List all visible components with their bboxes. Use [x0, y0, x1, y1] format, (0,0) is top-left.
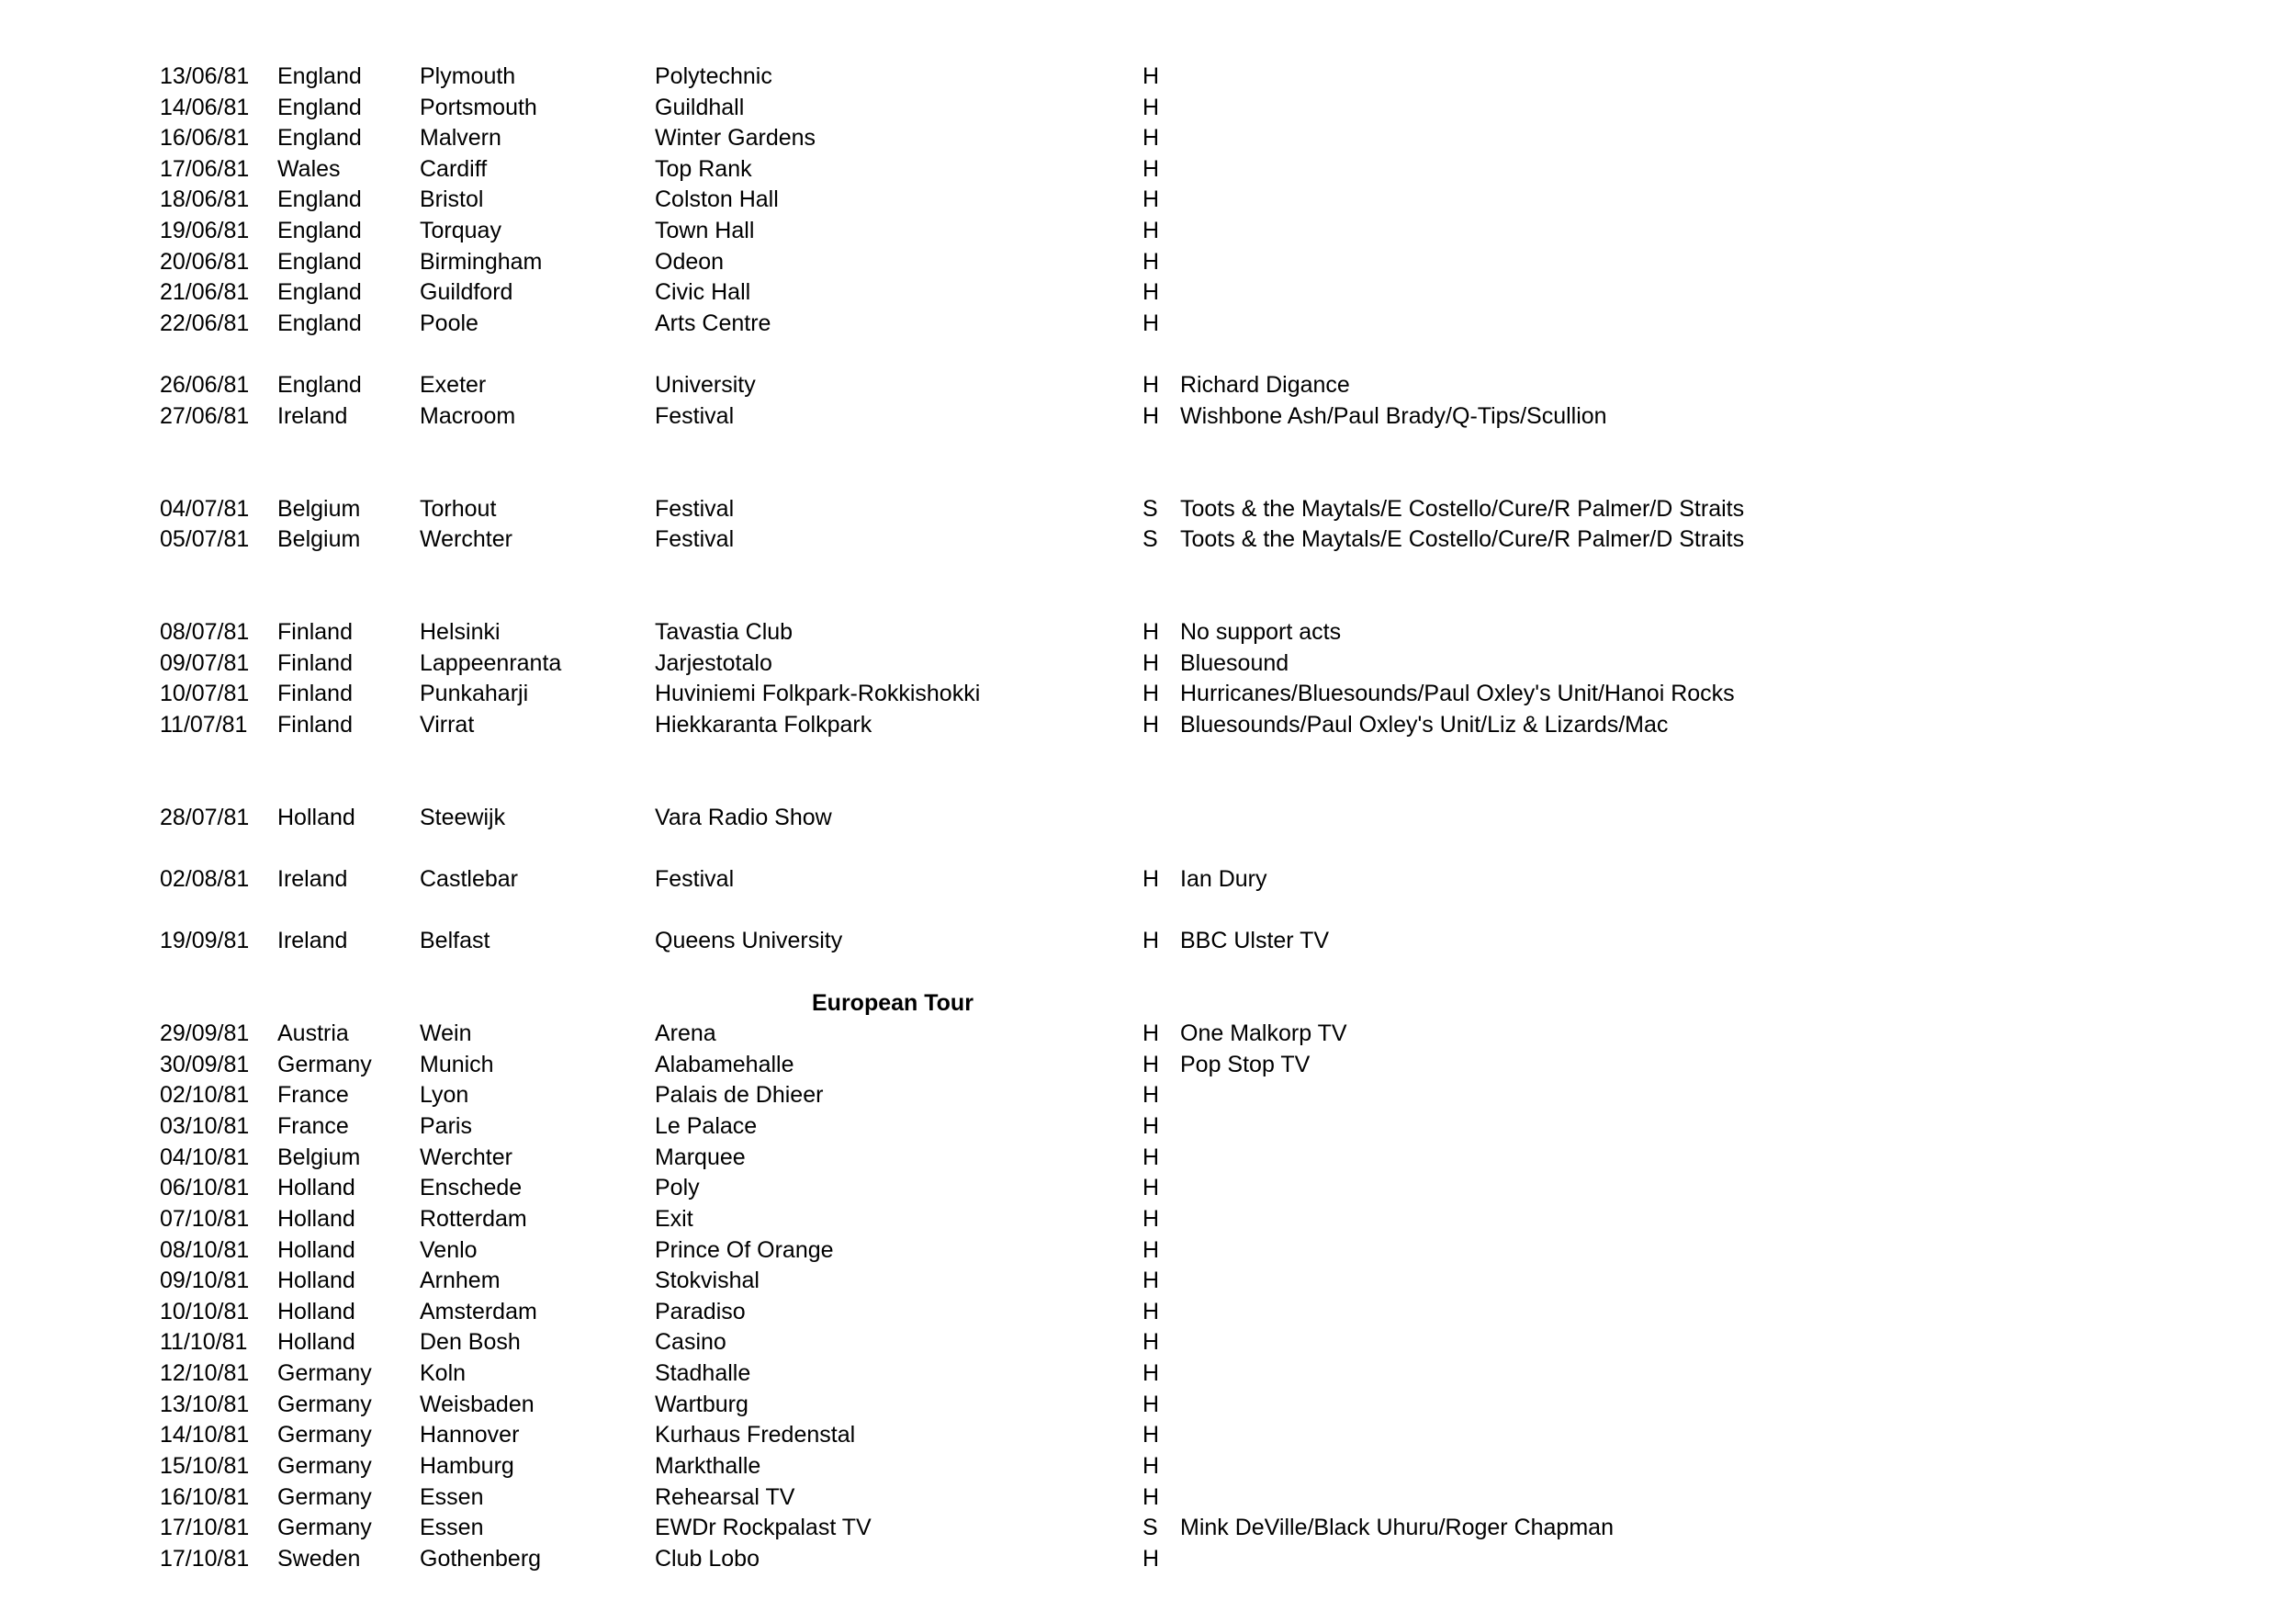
venue-cell: EWDr Rockpalast TV	[655, 1515, 872, 1541]
venue-cell: Poly	[655, 1175, 700, 1201]
date-cell: 27/06/81	[160, 402, 250, 429]
date-cell: 11/10/81	[160, 1329, 248, 1356]
country-cell: England	[277, 218, 362, 244]
country-cell: Belgium	[277, 495, 361, 522]
date-cell: 09/10/81	[160, 1268, 250, 1294]
type-cell: H	[1142, 712, 1160, 738]
type-cell: H	[1142, 866, 1160, 893]
city-cell: Castlebar	[420, 866, 518, 893]
table-row	[0, 122, 2296, 153]
type-cell: H	[1142, 1329, 1160, 1356]
city-cell: Paris	[420, 1113, 472, 1140]
country-cell: Ireland	[277, 402, 348, 429]
table-row	[0, 1018, 2296, 1049]
type-cell: H	[1142, 125, 1160, 152]
country-cell: England	[277, 310, 362, 336]
venue-cell: Jarjestotalo	[655, 649, 772, 676]
city-cell: Wein	[420, 1020, 472, 1047]
country-cell: Ireland	[277, 928, 348, 954]
venue-cell: Arena	[655, 1020, 716, 1047]
notes-cell: Ian Dury	[1180, 866, 1267, 893]
venue-cell: Civic Hall	[655, 279, 751, 306]
notes-cell: Bluesound	[1180, 649, 1289, 676]
city-cell: Bristol	[420, 186, 484, 213]
city-cell: Gothenberg	[420, 1545, 542, 1572]
type-cell: S	[1142, 1515, 1158, 1541]
country-cell: Holland	[277, 1236, 355, 1263]
venue-cell: Stadhalle	[655, 1360, 751, 1387]
table-row	[0, 678, 2296, 709]
type-cell: H	[1142, 1452, 1160, 1479]
table-row	[0, 1049, 2296, 1080]
date-cell: 10/07/81	[160, 681, 250, 707]
country-cell: Holland	[277, 1268, 355, 1294]
type-cell: H	[1142, 310, 1160, 336]
date-cell: 13/06/81	[160, 63, 250, 89]
date-cell: 04/10/81	[160, 1144, 250, 1170]
notes-cell: Toots & the Maytals/E Costello/Cure/R Palmer/D Straits	[1180, 526, 1745, 553]
city-cell: Arnhem	[420, 1268, 501, 1294]
type-cell: H	[1142, 63, 1160, 89]
date-cell: 18/06/81	[160, 186, 250, 213]
table-row	[0, 1326, 2296, 1358]
country-cell: Holland	[277, 1175, 355, 1201]
country-cell: Germany	[277, 1452, 372, 1479]
city-cell: Belfast	[420, 928, 490, 954]
table-row	[0, 1482, 2296, 1513]
table-row	[0, 802, 2296, 833]
date-cell: 14/10/81	[160, 1422, 250, 1448]
type-cell: H	[1142, 1082, 1160, 1109]
city-cell: Helsinki	[420, 619, 501, 646]
country-cell: Wales	[277, 155, 341, 182]
date-cell: 19/09/81	[160, 928, 250, 954]
city-cell: Essen	[420, 1515, 484, 1541]
country-cell: Finland	[277, 681, 353, 707]
venue-cell: Guildhall	[655, 94, 745, 120]
table-row	[0, 92, 2296, 123]
country-cell: Germany	[277, 1360, 372, 1387]
type-cell: H	[1142, 94, 1160, 120]
type-cell: H	[1142, 186, 1160, 213]
city-cell: Malvern	[420, 125, 501, 152]
city-cell: Koln	[420, 1360, 467, 1387]
country-cell: Ireland	[277, 866, 348, 893]
venue-cell: Le Palace	[655, 1113, 758, 1140]
country-cell: Holland	[277, 1205, 355, 1232]
venue-cell: Alabamehalle	[655, 1051, 794, 1077]
table-row	[0, 863, 2296, 895]
table-row	[0, 215, 2296, 246]
table-row	[0, 1543, 2296, 1574]
type-cell: H	[1142, 1051, 1160, 1077]
type-cell: H	[1142, 1205, 1160, 1232]
city-cell: Poole	[420, 310, 478, 336]
venue-cell: Festival	[655, 402, 735, 429]
table-row	[0, 1142, 2296, 1173]
notes-cell: One Malkorp TV	[1180, 1020, 1347, 1047]
country-cell: Germany	[277, 1391, 372, 1417]
table-row	[0, 1389, 2296, 1420]
table-row	[0, 1419, 2296, 1450]
date-cell: 09/07/81	[160, 649, 250, 676]
table-row	[0, 1172, 2296, 1203]
date-cell: 12/10/81	[160, 1360, 250, 1387]
type-cell: S	[1142, 526, 1158, 553]
city-cell: Steewijk	[420, 804, 506, 830]
date-cell: 10/10/81	[160, 1298, 250, 1324]
table-row	[0, 648, 2296, 679]
date-cell: 17/10/81	[160, 1515, 250, 1541]
venue-cell: Winter Gardens	[655, 125, 816, 152]
type-cell: H	[1142, 619, 1160, 646]
country-cell: Belgium	[277, 1144, 361, 1170]
notes-cell: Bluesounds/Paul Oxley's Unit/Liz & Lizards/Mac	[1180, 712, 1669, 738]
date-cell: 26/06/81	[160, 372, 250, 399]
notes-cell: Toots & the Maytals/E Costello/Cure/R Palmer/D Straits	[1180, 495, 1745, 522]
date-cell: 17/10/81	[160, 1545, 250, 1572]
city-cell: Cardiff	[420, 155, 488, 182]
city-cell: Guildford	[420, 279, 513, 306]
venue-cell: Marquee	[655, 1144, 746, 1170]
venue-cell: Club Lobo	[655, 1545, 760, 1572]
country-cell: Sweden	[277, 1545, 361, 1572]
venue-cell: Paradiso	[655, 1298, 746, 1324]
table-row	[0, 308, 2296, 339]
table-row	[0, 1512, 2296, 1543]
table-row	[0, 369, 2296, 400]
table-row	[0, 400, 2296, 432]
date-cell: 02/10/81	[160, 1082, 250, 1109]
table-row	[0, 1358, 2296, 1389]
date-cell: 20/06/81	[160, 248, 250, 275]
table-row	[0, 153, 2296, 185]
city-cell: Plymouth	[420, 63, 516, 89]
date-cell: 19/06/81	[160, 218, 250, 244]
city-cell: Den Bosh	[420, 1329, 521, 1356]
venue-cell: Markthalle	[655, 1452, 761, 1479]
table-row	[0, 1265, 2296, 1296]
venue-cell: Polytechnic	[655, 63, 772, 89]
venue-cell: Exit	[655, 1205, 693, 1232]
type-cell: H	[1142, 1360, 1160, 1387]
type-cell: H	[1142, 1391, 1160, 1417]
section-heading: European Tour	[812, 989, 974, 1016]
city-cell: Macroom	[420, 402, 516, 429]
type-cell: H	[1142, 279, 1160, 306]
table-row	[0, 1079, 2296, 1110]
table-row	[0, 1450, 2296, 1482]
country-cell: Finland	[277, 649, 353, 676]
date-cell: 03/10/81	[160, 1113, 250, 1140]
date-cell: 05/07/81	[160, 526, 250, 553]
table-row	[0, 1296, 2296, 1327]
table-row	[0, 1203, 2296, 1234]
venue-cell: University	[655, 372, 756, 399]
city-cell: Lappeenranta	[420, 649, 562, 676]
venue-cell: Top Rank	[655, 155, 752, 182]
date-cell: 28/07/81	[160, 804, 250, 830]
venue-cell: Palais de Dhieer	[655, 1082, 824, 1109]
type-cell: H	[1142, 218, 1160, 244]
notes-cell: Wishbone Ash/Paul Brady/Q-Tips/Scullion	[1180, 402, 1607, 429]
city-cell: Amsterdam	[420, 1298, 537, 1324]
date-cell: 16/10/81	[160, 1483, 250, 1510]
date-cell: 02/08/81	[160, 866, 250, 893]
notes-cell: Mink DeVille/Black Uhuru/Roger Chapman	[1180, 1515, 1614, 1541]
venue-cell: Hiekkaranta Folkpark	[655, 712, 872, 738]
type-cell: H	[1142, 649, 1160, 676]
country-cell: Germany	[277, 1422, 372, 1448]
country-cell: Austria	[277, 1020, 349, 1047]
date-cell: 29/09/81	[160, 1020, 250, 1047]
type-cell: H	[1142, 402, 1160, 429]
date-cell: 04/07/81	[160, 495, 250, 522]
venue-cell: Colston Hall	[655, 186, 779, 213]
type-cell: H	[1142, 1175, 1160, 1201]
city-cell: Portsmouth	[420, 94, 537, 120]
table-row	[0, 925, 2296, 956]
type-cell: H	[1142, 1268, 1160, 1294]
type-cell: H	[1142, 1483, 1160, 1510]
date-cell: 21/06/81	[160, 279, 250, 306]
venue-cell: Festival	[655, 526, 735, 553]
country-cell: Holland	[277, 1298, 355, 1324]
city-cell: Munich	[420, 1051, 494, 1077]
date-cell: 22/06/81	[160, 310, 250, 336]
country-cell: England	[277, 94, 362, 120]
venue-cell: Prince Of Orange	[655, 1236, 834, 1263]
city-cell: Punkaharji	[420, 681, 529, 707]
venue-cell: Festival	[655, 495, 735, 522]
city-cell: Werchter	[420, 526, 512, 553]
type-cell: H	[1142, 1298, 1160, 1324]
venue-cell: Casino	[655, 1329, 726, 1356]
country-cell: England	[277, 248, 362, 275]
country-cell: Finland	[277, 619, 353, 646]
venue-cell: Town Hall	[655, 218, 755, 244]
venue-cell: Rehearsal TV	[655, 1483, 795, 1510]
table-row	[0, 493, 2296, 524]
venue-cell: Queens University	[655, 928, 843, 954]
country-cell: Holland	[277, 804, 355, 830]
venue-cell: Arts Centre	[655, 310, 771, 336]
date-cell: 17/06/81	[160, 155, 250, 182]
notes-cell: No support acts	[1180, 619, 1342, 646]
table-row	[0, 1110, 2296, 1142]
date-cell: 08/10/81	[160, 1236, 250, 1263]
date-cell: 08/07/81	[160, 619, 250, 646]
city-cell: Exeter	[420, 372, 487, 399]
venue-cell: Festival	[655, 866, 735, 893]
type-cell: H	[1142, 681, 1160, 707]
venue-cell: Tavastia Club	[655, 619, 793, 646]
city-cell: Werchter	[420, 1144, 512, 1170]
city-cell: Venlo	[420, 1236, 478, 1263]
country-cell: France	[277, 1113, 349, 1140]
city-cell: Rotterdam	[420, 1205, 527, 1232]
table-row	[0, 1234, 2296, 1266]
date-cell: 06/10/81	[160, 1175, 250, 1201]
city-cell: Torquay	[420, 218, 501, 244]
type-cell: H	[1142, 928, 1160, 954]
table-row	[0, 276, 2296, 308]
venue-cell: Wartburg	[655, 1391, 748, 1417]
city-cell: Essen	[420, 1483, 484, 1510]
city-cell: Hamburg	[420, 1452, 514, 1479]
date-cell: 13/10/81	[160, 1391, 250, 1417]
date-cell: 30/09/81	[160, 1051, 250, 1077]
notes-cell: Richard Digance	[1180, 372, 1350, 399]
notes-cell: Pop Stop TV	[1180, 1051, 1311, 1077]
type-cell: H	[1142, 1545, 1160, 1572]
notes-cell: BBC Ulster TV	[1180, 928, 1330, 954]
type-cell: H	[1142, 1236, 1160, 1263]
date-cell: 16/06/81	[160, 125, 250, 152]
table-row	[0, 709, 2296, 740]
date-cell: 14/06/81	[160, 94, 250, 120]
country-cell: Finland	[277, 712, 353, 738]
notes-cell: Hurricanes/Bluesounds/Paul Oxley's Unit/Hanoi Rocks	[1180, 681, 1735, 707]
city-cell: Lyon	[420, 1082, 469, 1109]
country-cell: England	[277, 63, 362, 89]
table-row	[0, 246, 2296, 277]
date-cell: 11/07/81	[160, 712, 248, 738]
city-cell: Torhout	[420, 495, 497, 522]
type-cell: H	[1142, 372, 1160, 399]
country-cell: Germany	[277, 1051, 372, 1077]
type-cell: H	[1142, 155, 1160, 182]
city-cell: Weisbaden	[420, 1391, 535, 1417]
table-row	[0, 61, 2296, 92]
type-cell: H	[1142, 1020, 1160, 1047]
venue-cell: Huviniemi Folkpark-Rokkishokki	[655, 681, 981, 707]
country-cell: England	[277, 186, 362, 213]
city-cell: Virrat	[420, 712, 475, 738]
country-cell: Holland	[277, 1329, 355, 1356]
country-cell: Germany	[277, 1483, 372, 1510]
venue-cell: Odeon	[655, 248, 725, 275]
venue-cell: Vara Radio Show	[655, 804, 832, 830]
country-cell: Belgium	[277, 526, 361, 553]
country-cell: Germany	[277, 1515, 372, 1541]
type-cell: S	[1142, 495, 1158, 522]
table-row	[0, 524, 2296, 555]
venue-cell: Stokvishal	[655, 1268, 760, 1294]
country-cell: England	[277, 372, 362, 399]
country-cell: England	[277, 125, 362, 152]
city-cell: Enschede	[420, 1175, 523, 1201]
date-cell: 15/10/81	[160, 1452, 250, 1479]
type-cell: H	[1142, 1422, 1160, 1448]
type-cell: H	[1142, 248, 1160, 275]
table-row	[0, 616, 2296, 648]
date-cell: 07/10/81	[160, 1205, 250, 1232]
country-cell: France	[277, 1082, 349, 1109]
type-cell: H	[1142, 1144, 1160, 1170]
city-cell: Hannover	[420, 1422, 520, 1448]
table-row	[0, 184, 2296, 215]
city-cell: Birmingham	[420, 248, 543, 275]
country-cell: England	[277, 279, 362, 306]
type-cell: H	[1142, 1113, 1160, 1140]
venue-cell: Kurhaus Fredenstal	[655, 1422, 856, 1448]
